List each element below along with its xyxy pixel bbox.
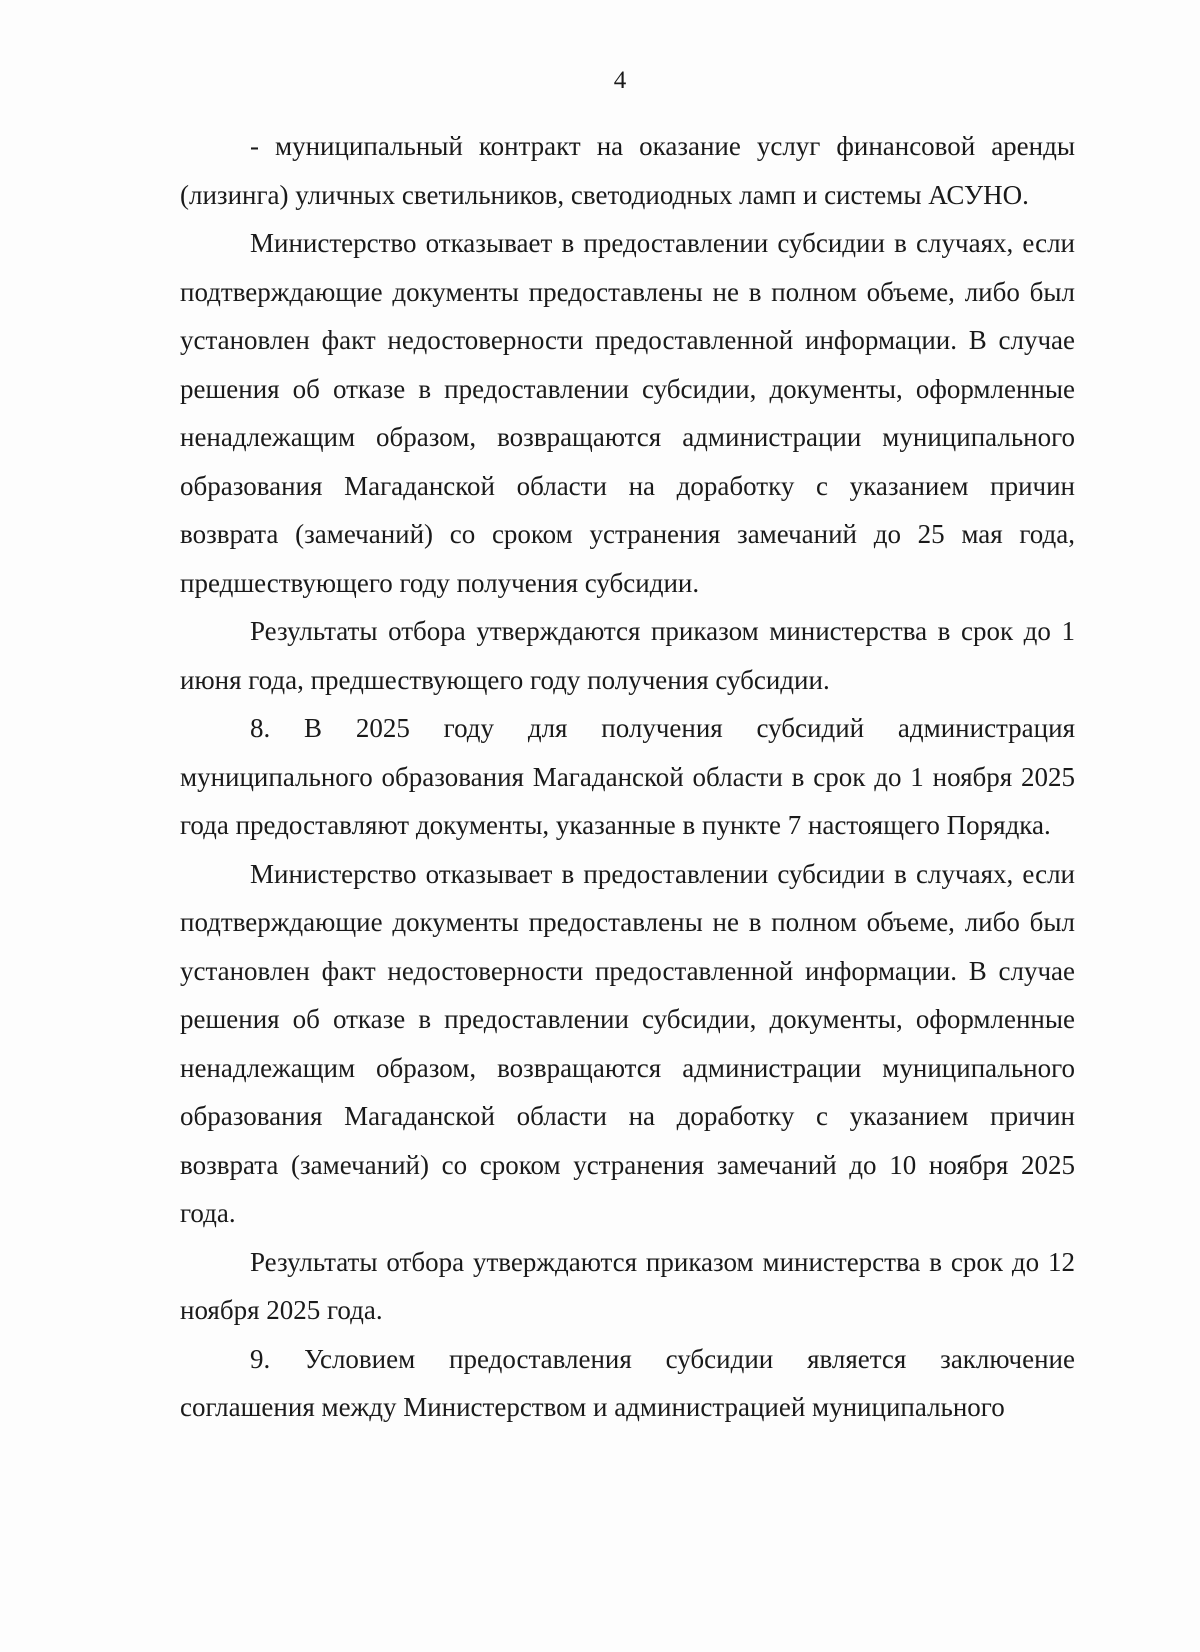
paragraph-item-9: 9. Условием предоставления субсидии является заключение соглашения между Министерством и администрацией муниципального (180, 1343, 1075, 1422)
paragraph-refusal-conditions: Министерство отказывает в предоставлении субсидии в случаях, если подтверждающие документы предоставлены не в полном объеме, либо был установлен факт недостоверности предоставленной информации. В случае решения об отказе в предоставлении субсидии, документы, оформленные ненадлежащим образом, возвращаются администрации муниципального образования Магаданской области на доработку с указанием причин возврата (замечаний) со сроком устранения замечаний до 25 мая года, предшествующего году получения субсидии. (180, 228, 1075, 598)
paragraph-lease-contract: - муниципальный контракт на оказание услуг финансовой аренды (лизинга) уличных светильников, светодиодных ламп и системы АСУНО. (180, 131, 1075, 210)
page-number: 4 (613, 67, 627, 94)
paragraph-item-8: 8. В 2025 году для получения субсидий администрация муниципального образования Магаданской области в срок до 1 ноября 2025 года предоставляют документы, указанные в пункте 7 настоящего Порядка. (180, 713, 1075, 840)
paragraph-selection-results: Результаты отбора утверждаются приказом министерства в срок до 1 июня года, предшествующего году получения субсидии. (180, 616, 1075, 695)
paragraph-selection-results-2025: Результаты отбора утверждаются приказом министерства в срок до 12 ноября 2025 года. (180, 1246, 1075, 1325)
document-body (180, 122, 1075, 1432)
paragraph-refusal-conditions-2025: Министерство отказывает в предоставлении субсидии в случаях, если подтверждающие документы предоставлены не в полном объеме, либо был установлен факт недостоверности предоставленной информации. В случае решения об отказе в предоставлении субсидии, документы, оформленные ненадлежащим образом, возвращаются администрации муниципального образования Магаданской области на доработку с указанием причин возврата (замечаний) со сроком устранения замечаний до 10 ноября 2025 года. (180, 858, 1075, 1228)
